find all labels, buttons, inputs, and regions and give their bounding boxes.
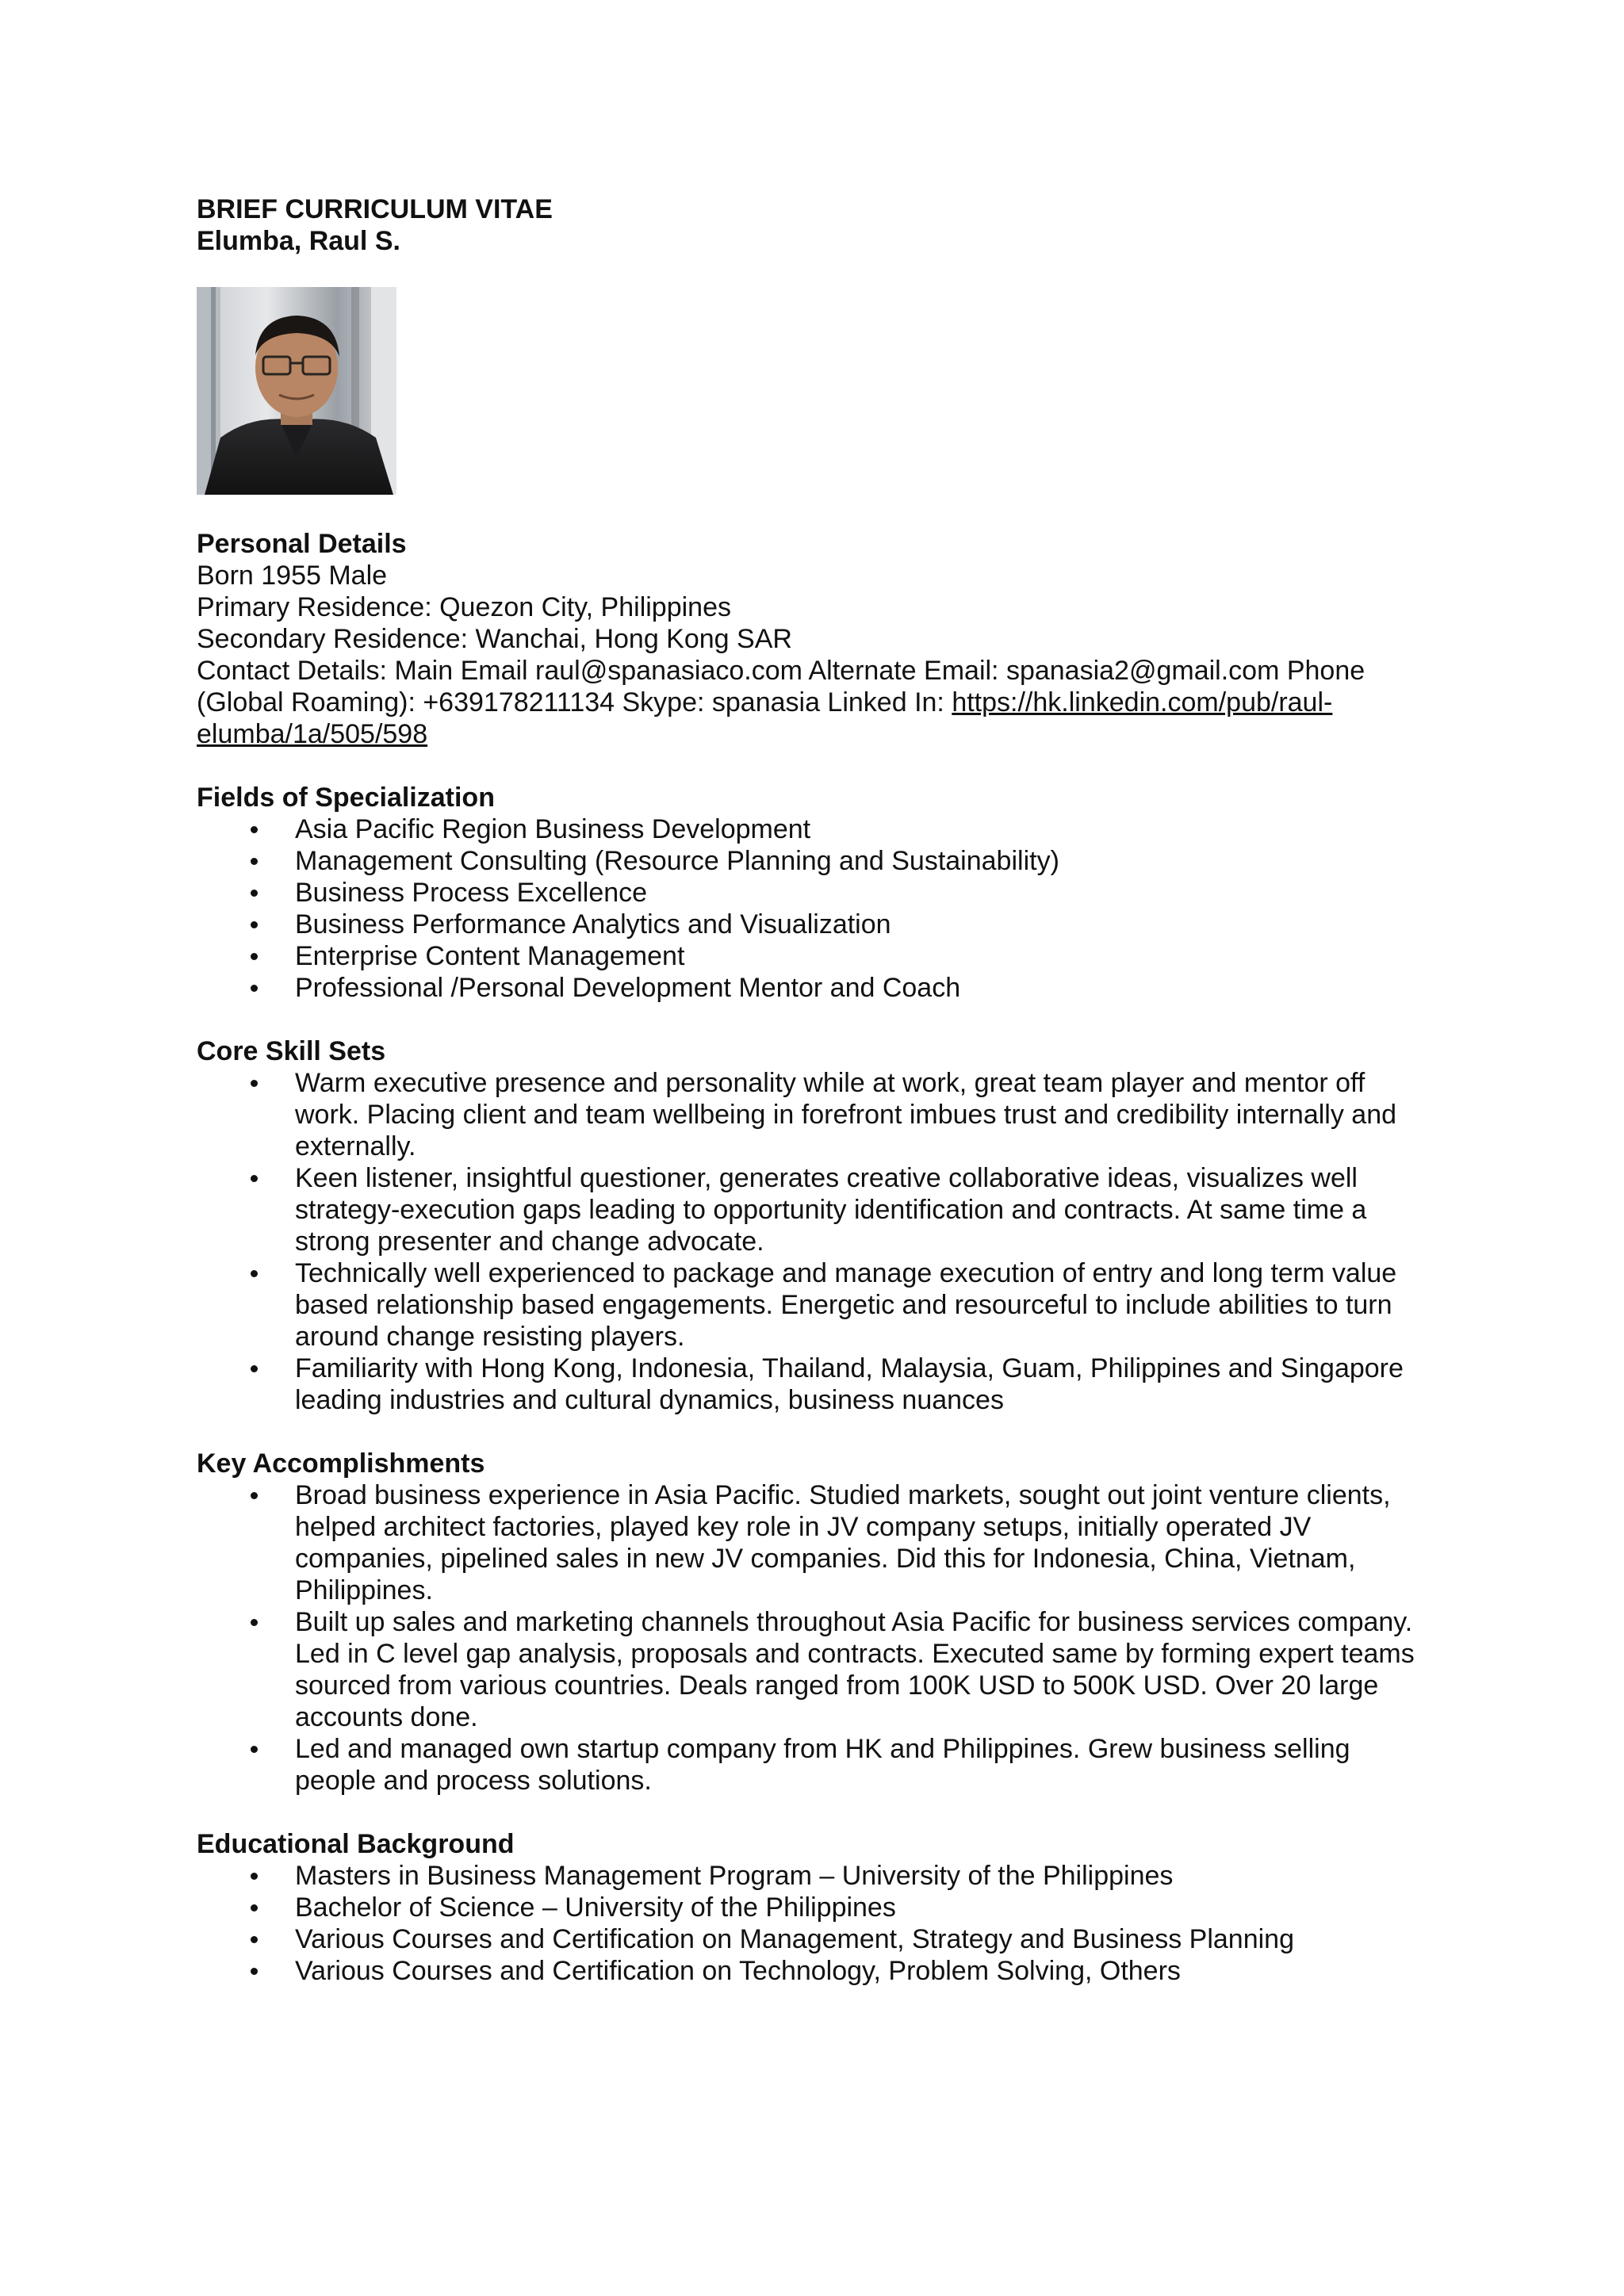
list-item-text: Technically well experienced to package and manage execution of entry and long term value based relationship based engagements. Energetic and resourceful to include abilities to turn around change resisting players. xyxy=(295,1258,1397,1352)
list-item xyxy=(197,1257,1434,1353)
list-item xyxy=(197,1162,1434,1257)
portrait-photo xyxy=(197,287,396,495)
list-item xyxy=(197,1067,1434,1162)
bullet-icon xyxy=(251,985,258,992)
list-item-text: Led and managed own startup company from HK and Philippines. Grew business selling people and process solutions. xyxy=(295,1734,1350,1796)
secondary-residence-line: Secondary Residence: Wanchai, Hong Kong SAR xyxy=(197,624,792,654)
list-item-text: Various Courses and Certification on Technology, Problem Solving, Others xyxy=(295,1956,1181,1986)
list-item-text: Enterprise Content Management xyxy=(295,941,685,971)
educational-background-section xyxy=(197,1828,1434,1987)
list-item-text: Various Courses and Certification on Management, Strategy and Business Planning xyxy=(295,1924,1294,1954)
list-item-text: Business Performance Analytics and Visualization xyxy=(295,909,891,939)
list-item xyxy=(197,1892,1434,1923)
list-item-text: Business Process Excellence xyxy=(295,878,648,908)
list-item-text: Masters in Business Management Program – University of the Philippines xyxy=(295,1861,1174,1891)
personal-details-section xyxy=(197,528,1434,750)
list-item-text: Management Consulting (Resource Planning and Sustainability) xyxy=(295,846,1059,876)
bullet-icon xyxy=(251,1492,258,1499)
accomplishments-list xyxy=(197,1479,1434,1797)
list-item-text: Bachelor of Science – University of the Philippines xyxy=(295,1892,896,1923)
core-skill-sets-heading: Core Skill Sets xyxy=(197,1036,386,1066)
list-item-text: Asia Pacific Region Business Development xyxy=(295,814,811,844)
list-item-text: Professional /Personal Development Mentor and Coach xyxy=(295,973,961,1003)
list-item-text: Warm executive presence and personality while at work, great team player and mentor off work. Placing client and team wellbeing in forefront imbues trust and credibility internally and externally. xyxy=(295,1068,1397,1161)
born-line: Born 1955 Male xyxy=(197,561,388,591)
document-title: BRIEF CURRICULUM VITAE xyxy=(197,194,553,224)
core-skills-list xyxy=(197,1067,1434,1416)
list-item xyxy=(197,909,1434,940)
bullet-icon xyxy=(251,1873,258,1880)
educational-background-heading: Educational Background xyxy=(197,1829,515,1859)
bullet-icon xyxy=(251,858,258,865)
bullet-icon xyxy=(251,1746,258,1753)
bullet-icon xyxy=(251,1936,258,1943)
bullet-icon xyxy=(251,1270,258,1277)
list-item xyxy=(197,1860,1434,1892)
list-item xyxy=(197,877,1434,909)
list-item xyxy=(197,1955,1434,1987)
list-item-text: Familiarity with Hong Kong, Indonesia, Thailand, Malaysia, Guam, Philippines and Singapore leading industries and cultural dynamics, business nuances xyxy=(295,1353,1404,1415)
list-item-text: Broad business experience in Asia Pacific. Studied markets, sought out joint venture clients, helped architect factories, played key role in JV company setups, initially operated JV companies, pipelined sales in new JV companies. Did this for Indonesia, China, Vietnam, Philippines. xyxy=(295,1480,1391,1605)
personal-details-heading: Personal Details xyxy=(197,529,407,559)
contact-details-text: Contact Details: Main Email raul@spanasiaco.com Alternate Email: spanasia2@gmail.com Phone (Global Roaming): +639178211134 Skype: spanasia Linked In: xyxy=(197,656,1365,718)
list-item xyxy=(197,845,1434,877)
key-accomplishments-section xyxy=(197,1448,1434,1797)
linkedin-link[interactable]: https://hk.linkedin.com/pub/raul-elumba/1a/505/598 xyxy=(197,687,1333,749)
bullet-icon xyxy=(251,826,258,833)
list-item xyxy=(197,1923,1434,1955)
bullet-icon xyxy=(251,1904,258,1911)
list-item xyxy=(197,1733,1434,1797)
list-item xyxy=(197,972,1434,1004)
fields-of-specialization-heading: Fields of Specialization xyxy=(197,783,495,813)
bullet-icon xyxy=(251,1175,258,1182)
bullet-icon xyxy=(251,921,258,928)
list-item xyxy=(197,1353,1434,1416)
list-item-text: Keen listener, insightful questioner, generates creative collaborative ideas, visualizes well strategy-execution gaps leading to opportunity identification and contracts. At same time a strong presenter and change advocate. xyxy=(295,1163,1367,1257)
list-item xyxy=(197,813,1434,845)
bullet-icon xyxy=(251,1365,258,1372)
list-item xyxy=(197,1479,1434,1606)
cv-content xyxy=(197,193,1434,1987)
bullet-icon xyxy=(251,890,258,897)
bullet-icon xyxy=(251,1619,258,1626)
contact-details xyxy=(197,655,1434,750)
key-accomplishments-heading: Key Accomplishments xyxy=(197,1448,485,1479)
bullet-icon xyxy=(251,1968,258,1975)
fields-of-specialization-section xyxy=(197,782,1434,1004)
list-item xyxy=(197,940,1434,972)
list-item xyxy=(197,1606,1434,1733)
bullet-icon xyxy=(251,1080,258,1087)
education-list xyxy=(197,1860,1434,1987)
list-item-text: Built up sales and marketing channels throughout Asia Pacific for business services company. Led in C level gap analysis, proposals and contracts. Executed same by forming expert teams sourced from various countries. Deals ranged from 100K USD to 500K USD. Over 20 large accounts done. xyxy=(295,1607,1415,1732)
specialization-list xyxy=(197,813,1434,1004)
candidate-name: Elumba, Raul S. xyxy=(197,226,400,256)
bullet-icon xyxy=(251,953,258,960)
primary-residence-line: Primary Residence: Quezon City, Philippines xyxy=(197,592,731,622)
core-skill-sets-section xyxy=(197,1035,1434,1416)
